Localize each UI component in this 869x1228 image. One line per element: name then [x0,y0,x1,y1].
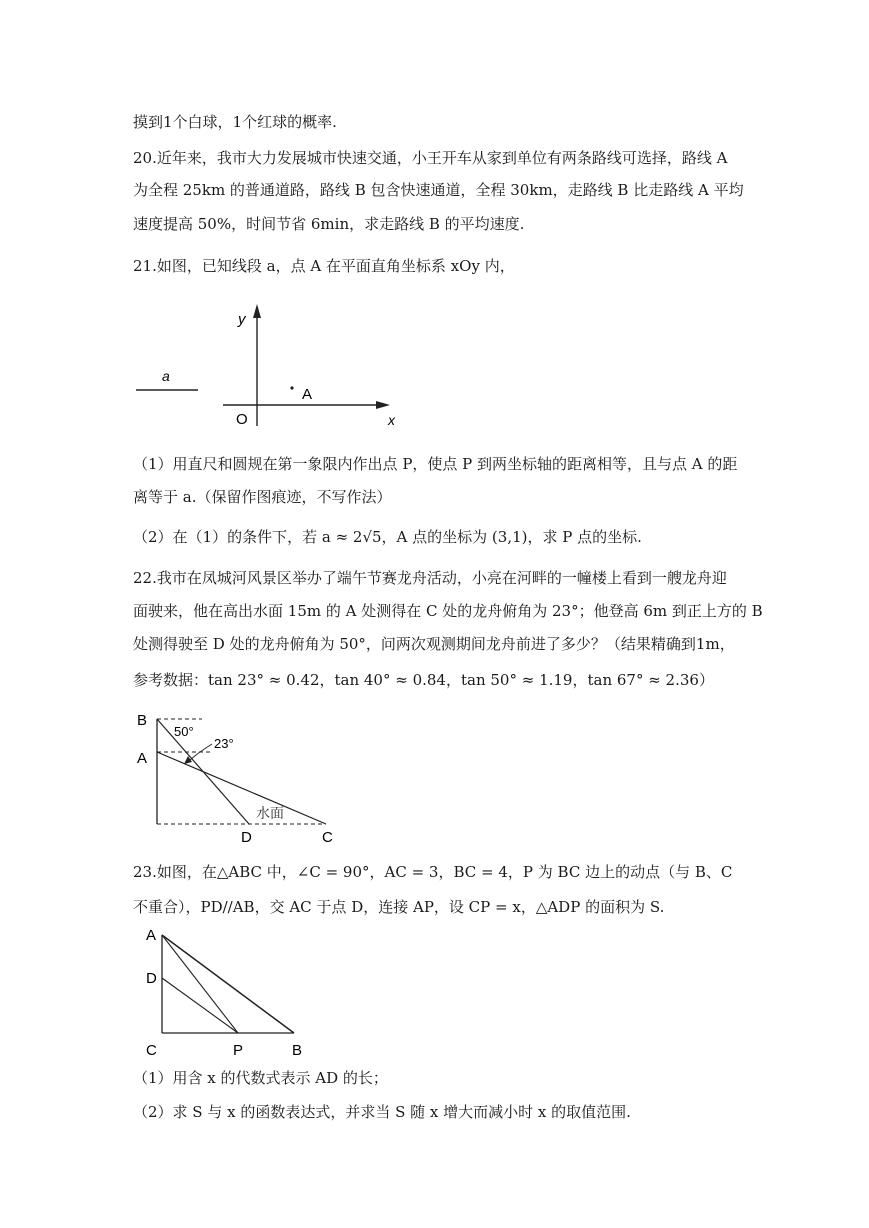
text-line-5: 21.如图，已知线段 a，点 A 在平面直角坐标系 xOy 内， [133,257,515,275]
vertex-a-label: A [146,927,157,944]
y-axis-label: y [238,311,246,328]
point-a [290,386,293,389]
point-p-label: P [233,1042,244,1059]
segment-ap [162,935,238,1033]
x-axis-label: x [388,412,395,428]
text-line-10: 面驶来，他在高出水面 15m 的 A 处测得在 C 处的龙舟俯角为 23°；他登高 6m 到正上方的 B [133,602,763,620]
triangle-figure [140,922,320,1062]
vertex-c-label: C [146,1042,157,1059]
text-line-16: （2）求 S 与 x 的函数表达式，并求当 S 随 x 增大而减小时 x 的取值范围. [133,1103,631,1121]
point-c-label: C [322,829,333,846]
angle-23-label: 23° [214,736,234,751]
text-line-15: （1）用含 x 的代数式表示 AD 的长； [133,1069,388,1087]
text-line-6: （1）用直尺和圆规在第一象限内作出点 P，使点 P 到两坐标轴的距离相等，且与点 A 的距 [133,455,738,473]
text-line-11: 处测得驶至 D 处的龙舟俯角为 50°，问两次观测期间龙舟前进了多少？（结果精确到1m， [133,635,735,653]
x-axis-arrow [376,401,390,409]
text-line-4: 速度提高 50%，时间节省 6min，求走路线 B 的平均速度. [133,215,525,233]
water-surface-label: 水面 [256,805,284,821]
coordinate-figure [130,298,410,438]
vertex-b-label: B [292,1042,303,1059]
point-a-label: A [137,750,148,767]
origin-label: O [236,411,248,428]
text-line-9: 22.我市在凤城河风景区举办了端午节赛龙舟活动，小亮在河畔的一幢楼上看到一艘龙舟迎 [133,569,727,587]
angle-50-label: 50° [174,724,194,739]
text-line-2: 20.近年来，我市大力发展城市快速交通，小王开车从家到单位有两条路线可选择，路线 A [133,149,728,167]
angle-arrow [188,744,212,762]
point-a-label: A [302,386,313,403]
segment-pd [162,978,238,1033]
text-line-1: 摸到1个白球，1个红球的概率. [133,113,337,131]
text-line-12: 参考数据：tan 23° ≈ 0.42，tan 40° ≈ 0.84，tan 50° ≈ 1.19，tan 67° ≈ 2.36） [133,671,714,689]
y-axis-arrow [253,304,261,318]
point-b-label: B [137,712,148,729]
text-line-8: （2）在（1）的条件下，若 a ≈ 2√5，A 点的坐标为 (3,1)，求 P 点的坐标. [133,528,642,546]
text-line-7: 离等于 a.（保留作图痕迹，不写作法） [133,488,392,506]
point-d-label: D [146,970,157,987]
text-line-13: 23.如图，在△ABC 中，∠C = 90°，AC = 3，BC = 4，P 为 BC 边上的动点（与 B、C [133,863,733,881]
segment-a-label: a [162,368,170,384]
dragon-boat-figure [130,706,350,848]
text-line-14: 不重合），PD//AB，交 AC 于点 D，连接 AP，设 CP = x，△ADP 的面积为 S. [133,898,665,916]
text-line-3: 为全程 25km 的普通道路，路线 B 包含快速通道，全程 30km，走路线 B 比走路线 A 平均 [133,181,744,199]
line-a-c [157,752,326,824]
side-ab [162,935,294,1033]
point-d-label: D [241,829,252,846]
